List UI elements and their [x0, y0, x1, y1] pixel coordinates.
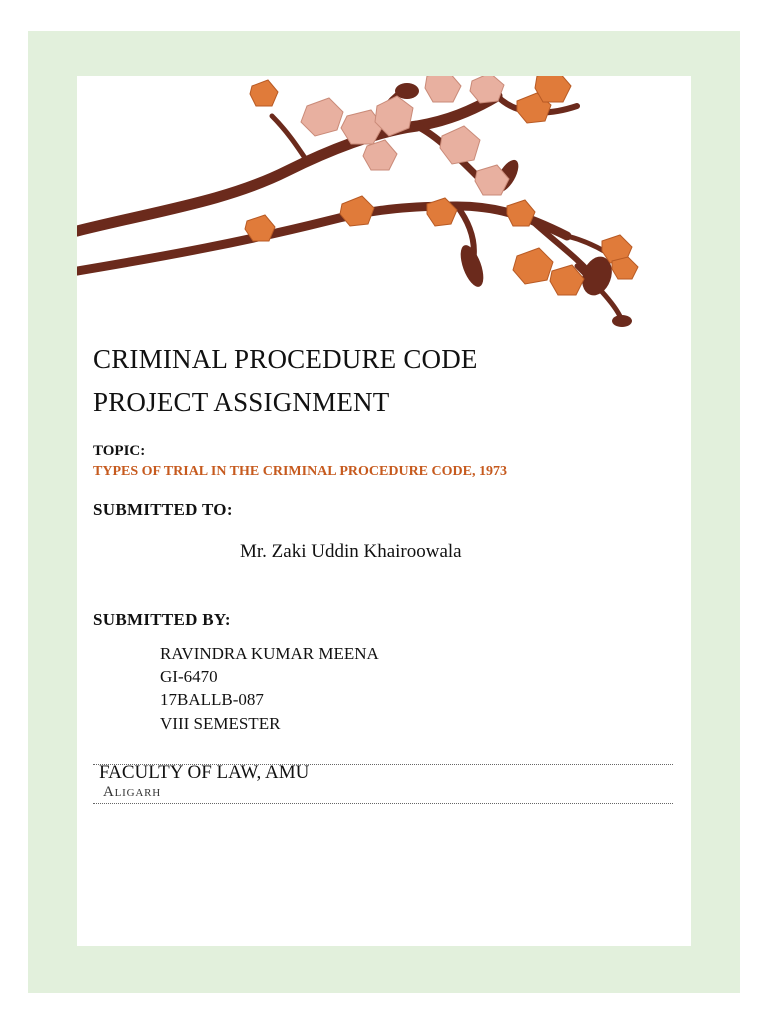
student-id: GI-6470 — [160, 667, 218, 686]
topic-label: TOPIC: — [93, 443, 146, 459]
student-name: RAVINDRA KUMAR MEENA — [160, 644, 379, 663]
dotted-rule-bottom — [93, 803, 673, 804]
teacher-name: Mr. Zaki Uddin Khairoowala — [240, 541, 462, 562]
submitted-to-label: SUBMITTED TO: — [93, 500, 233, 519]
submitted-by-label: SUBMITTED BY: — [93, 610, 231, 629]
blossom-branch-illustration — [77, 76, 691, 336]
student-enrollment: 17BALLB-087 — [160, 690, 264, 709]
document-title-line-1: CRIMINAL PROCEDURE CODE — [93, 344, 478, 374]
topic-text: TYPES OF TRIAL IN THE CRIMINAL PROCEDURE CODE, 1973 — [93, 464, 507, 479]
city-name: Aligarh — [103, 784, 161, 800]
document-title-line-2: PROJECT ASSIGNMENT — [93, 387, 390, 417]
faculty-name: FACULTY OF LAW, AMU — [99, 762, 310, 783]
student-semester: VIII SEMESTER — [160, 714, 281, 733]
cover-page — [77, 76, 691, 946]
